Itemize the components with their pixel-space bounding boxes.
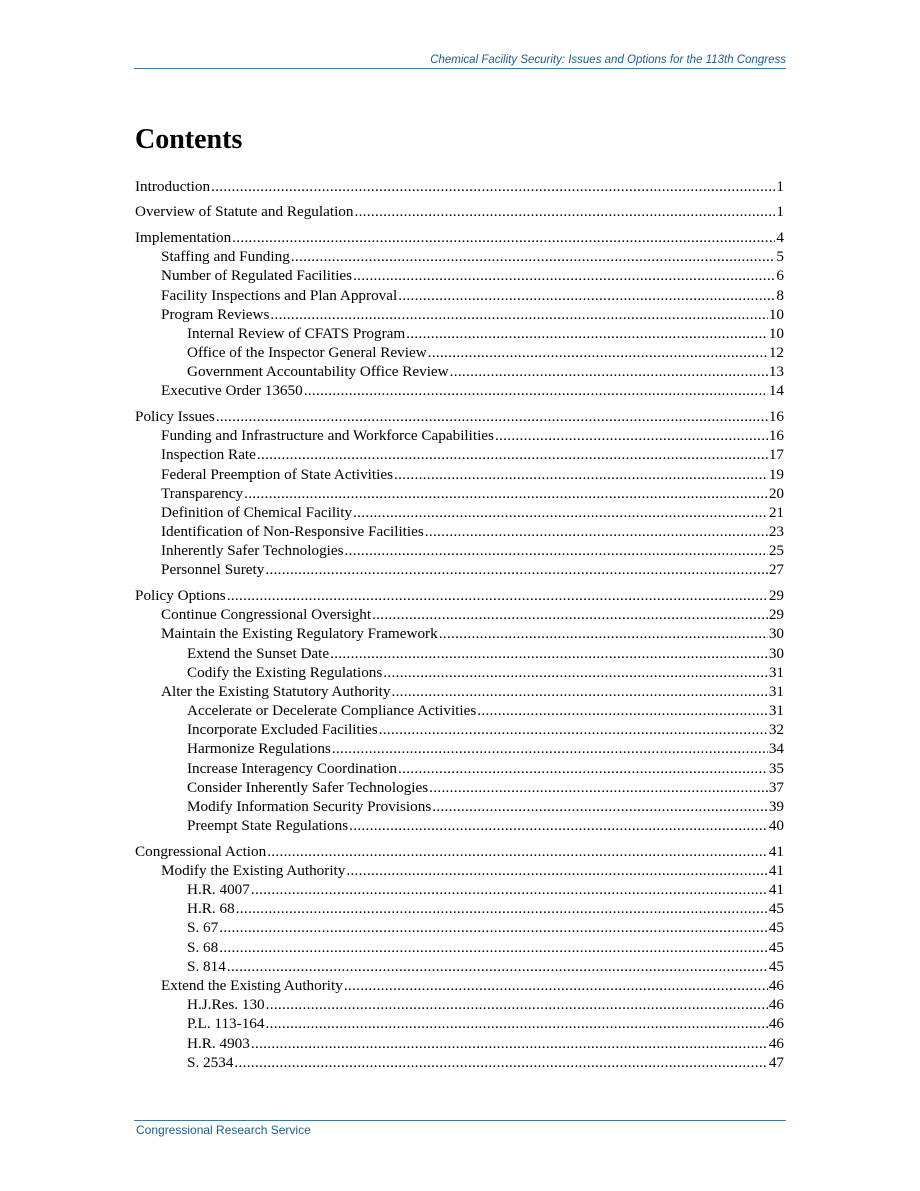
toc-entry[interactable] — [135, 644, 784, 663]
contents-heading: Contents — [135, 124, 243, 155]
toc-entry-title: H.R. 4007 — [187, 881, 250, 899]
toc-entry-title: S. 2534 — [187, 1053, 234, 1071]
toc-dot-leader — [372, 605, 768, 624]
table-of-contents — [135, 177, 784, 1072]
toc-entry-page: 29 — [768, 606, 784, 624]
toc-entry-page: 25 — [768, 542, 784, 560]
toc-entry-page: 45 — [768, 919, 784, 937]
toc-entry[interactable] — [135, 407, 784, 426]
toc-entry-title: Increase Interagency Coordination — [187, 759, 397, 777]
toc-entry[interactable] — [135, 663, 784, 682]
toc-entry-title: H.J.Res. 130 — [187, 996, 265, 1014]
toc-entry-page: 12 — [768, 344, 784, 362]
toc-dot-leader — [345, 541, 768, 560]
toc-dot-leader — [495, 426, 768, 445]
toc-dot-leader — [353, 503, 768, 522]
toc-entry-title: Continue Congressional Oversight — [161, 606, 372, 624]
toc-entry-title: Maintain the Existing Regulatory Framework — [161, 625, 438, 643]
toc-entry-title: H.R. 68 — [187, 900, 235, 918]
toc-entry-title: Inspection Rate — [161, 446, 256, 464]
toc-entry-title: Personnel Surety — [161, 561, 265, 579]
toc-entry-title: Policy Issues — [135, 407, 215, 425]
toc-entry[interactable] — [135, 286, 784, 305]
toc-entry[interactable] — [135, 426, 784, 445]
toc-dot-leader — [425, 522, 768, 541]
toc-entry-page: 46 — [768, 1015, 784, 1033]
toc-entry-title: Internal Review of CFATS Program — [187, 324, 406, 342]
toc-entry-page: 13 — [768, 363, 784, 381]
toc-dot-leader — [398, 759, 768, 778]
toc-entry[interactable] — [135, 682, 784, 701]
toc-entry[interactable] — [135, 605, 784, 624]
toc-entry-page: 30 — [768, 644, 784, 662]
toc-entry-title: Staffing and Funding — [161, 248, 290, 266]
toc-dot-leader — [227, 586, 768, 605]
toc-entry[interactable] — [135, 957, 784, 976]
toc-entry-page: 39 — [768, 798, 784, 815]
toc-dot-leader — [304, 381, 768, 400]
toc-entry-page: 45 — [768, 957, 784, 975]
toc-entry-title: Inherently Safer Technologies — [161, 542, 344, 560]
toc-entry-page: 16 — [768, 407, 784, 425]
toc-dot-leader — [344, 976, 768, 995]
toc-entry[interactable] — [135, 381, 784, 400]
toc-entry[interactable] — [135, 465, 784, 484]
toc-entry[interactable] — [135, 202, 784, 221]
toc-dot-leader — [332, 739, 768, 758]
toc-dot-leader — [330, 644, 768, 663]
toc-dot-leader — [450, 362, 768, 381]
toc-entry-title: Program Reviews — [161, 305, 270, 323]
toc-entry[interactable] — [135, 797, 784, 816]
toc-entry-page: 37 — [768, 778, 784, 796]
toc-dot-leader — [267, 842, 768, 861]
toc-entry-page: 32 — [768, 721, 784, 739]
toc-entry-title: Facility Inspections and Plan Approval — [161, 286, 398, 304]
toc-entry-title: Modify Information Security Provisions — [187, 798, 432, 815]
toc-entry[interactable] — [135, 995, 784, 1014]
toc-entry-page: 29 — [768, 586, 784, 604]
toc-entry-page: 40 — [768, 817, 784, 835]
toc-entry-title: Policy Options — [135, 586, 226, 604]
toc-entry-title: Extend the Sunset Date — [187, 644, 330, 662]
toc-entry-title: P.L. 113-164 — [187, 1015, 265, 1033]
toc-entry-page: 46 — [768, 996, 784, 1014]
toc-entry-title: Implementation — [135, 228, 232, 246]
toc-entry-title: Office of the Inspector General Review — [187, 344, 427, 362]
toc-dot-leader — [257, 445, 768, 464]
toc-entry[interactable] — [135, 624, 784, 643]
toc-entry-title: Definition of Chemical Facility — [161, 503, 353, 521]
toc-dot-leader — [219, 918, 768, 937]
toc-entry-page: 34 — [768, 740, 784, 758]
toc-dot-leader — [406, 324, 768, 343]
toc-entry-page: 19 — [768, 465, 784, 483]
toc-entry-title: S. 814 — [187, 957, 226, 975]
toc-entry-page: 4 — [776, 228, 784, 246]
toc-entry[interactable] — [135, 816, 784, 835]
toc-entry-title: Government Accountability Office Review — [187, 363, 449, 381]
toc-entry-page: 6 — [776, 267, 784, 285]
toc-entry[interactable] — [135, 266, 784, 285]
toc-entry-title: Modify the Existing Authority — [161, 861, 346, 879]
toc-entry-title: Consider Inherently Safer Technologies — [187, 778, 429, 796]
toc-entry[interactable] — [135, 918, 784, 937]
toc-entry-page: 46 — [768, 976, 784, 994]
toc-entry-page: 46 — [768, 1034, 784, 1052]
toc-entry[interactable] — [135, 445, 784, 464]
toc-entry-page: 8 — [776, 286, 784, 304]
toc-entry-page: 23 — [768, 523, 784, 541]
toc-entry[interactable] — [135, 1053, 784, 1072]
toc-dot-leader — [211, 177, 775, 196]
toc-entry[interactable] — [135, 522, 784, 541]
toc-entry-title: Incorporate Excluded Facilities — [187, 721, 378, 739]
toc-dot-leader — [391, 682, 767, 701]
toc-entry-page: 30 — [768, 625, 784, 643]
toc-entry-title: Federal Preemption of State Activities — [161, 465, 393, 483]
toc-dot-leader — [429, 778, 768, 797]
header-rule — [134, 68, 786, 69]
toc-entry-page: 41 — [768, 881, 784, 899]
toc-entry-title: Number of Regulated Facilities — [161, 267, 353, 285]
toc-entry-page: 35 — [768, 759, 784, 777]
toc-entry[interactable] — [135, 880, 784, 899]
toc-entry-page: 41 — [768, 842, 784, 860]
toc-entry-page: 41 — [768, 861, 784, 879]
running-header-title: Chemical Facility Security: Issues and Options for the 113th Congress — [430, 54, 786, 66]
toc-entry[interactable] — [135, 759, 784, 778]
toc-dot-leader — [428, 343, 768, 362]
toc-dot-leader — [266, 995, 768, 1014]
toc-entry-title: Harmonize Regulations — [187, 740, 331, 758]
toc-entry-title: Executive Order 13650 — [161, 382, 303, 400]
toc-entry-title: Identification of Non-Responsive Facilities — [161, 523, 424, 541]
toc-dot-leader — [251, 880, 768, 899]
toc-dot-leader — [432, 797, 768, 816]
toc-dot-leader — [349, 816, 768, 835]
toc-entry[interactable] — [135, 1034, 784, 1053]
toc-entry[interactable] — [135, 938, 784, 957]
toc-entry[interactable] — [135, 899, 784, 918]
toc-entry[interactable] — [135, 247, 784, 266]
toc-dot-leader — [383, 663, 767, 682]
footer-publisher: Congressional Research Service — [136, 1123, 311, 1137]
toc-entry-title: Codify the Existing Regulations — [187, 663, 383, 681]
toc-entry[interactable] — [135, 976, 784, 995]
toc-entry[interactable] — [135, 177, 784, 196]
toc-dot-leader — [244, 484, 768, 503]
toc-entry-title: Accelerate or Decelerate Compliance Activities — [187, 702, 477, 720]
toc-entry-page: 27 — [768, 561, 784, 579]
toc-entry-page: 14 — [768, 382, 784, 400]
toc-entry-title: Funding and Infrastructure and Workforce Capabilities — [161, 427, 494, 445]
toc-entry[interactable] — [135, 842, 784, 861]
toc-entry-page: 1 — [776, 178, 784, 195]
toc-entry[interactable] — [135, 586, 784, 605]
footer-rule — [134, 1120, 786, 1121]
toc-entry[interactable] — [135, 541, 784, 560]
toc-entry-title: H.R. 4903 — [187, 1034, 250, 1052]
toc-entry[interactable] — [135, 503, 784, 522]
toc-dot-leader — [266, 1014, 768, 1033]
toc-entry-page: 31 — [768, 702, 784, 720]
toc-entry-title: Congressional Action — [135, 842, 267, 860]
toc-dot-leader — [291, 247, 776, 266]
toc-entry-title: Alter the Existing Statutory Authority — [161, 682, 391, 700]
toc-dot-leader — [439, 624, 768, 643]
toc-entry[interactable] — [135, 305, 784, 324]
toc-entry[interactable] — [135, 701, 784, 720]
toc-dot-leader — [232, 228, 775, 247]
toc-dot-leader — [251, 1034, 768, 1053]
toc-entry-page: 10 — [768, 324, 784, 342]
toc-dot-leader — [236, 899, 768, 918]
toc-entry-page: 20 — [768, 484, 784, 502]
toc-entry[interactable] — [135, 560, 784, 579]
toc-dot-leader — [227, 957, 768, 976]
toc-dot-leader — [394, 465, 768, 484]
toc-entry-page: 5 — [776, 248, 784, 266]
toc-dot-leader — [477, 701, 768, 720]
toc-entry[interactable] — [135, 324, 784, 343]
toc-entry-page: 45 — [768, 938, 784, 956]
toc-dot-leader — [216, 407, 768, 426]
toc-dot-leader — [398, 286, 775, 305]
toc-entry-page: 1 — [776, 203, 784, 221]
toc-entry-title: Transparency — [161, 484, 244, 502]
toc-dot-leader — [379, 720, 768, 739]
toc-entry-page: 31 — [768, 682, 784, 700]
toc-dot-leader — [354, 202, 775, 221]
toc-entry[interactable] — [135, 720, 784, 739]
toc-entry[interactable] — [135, 484, 784, 503]
toc-dot-leader — [219, 938, 768, 957]
toc-dot-leader — [346, 861, 767, 880]
toc-dot-leader — [353, 266, 775, 285]
toc-entry[interactable] — [135, 362, 784, 381]
toc-entry-page: 47 — [768, 1053, 784, 1071]
toc-entry-title: Extend the Existing Authority — [161, 976, 343, 994]
toc-entry-title: Overview of Statute and Regulation — [135, 203, 354, 221]
toc-entry[interactable] — [135, 1014, 784, 1033]
toc-entry-page: 31 — [768, 663, 784, 681]
toc-dot-leader — [265, 560, 767, 579]
toc-entry-title: S. 67 — [187, 919, 219, 937]
toc-entry-page: 10 — [768, 305, 784, 323]
toc-entry[interactable] — [135, 739, 784, 758]
toc-entry[interactable] — [135, 861, 784, 880]
toc-entry-page: 21 — [768, 503, 784, 521]
toc-entry-title: S. 68 — [187, 938, 219, 956]
toc-entry-title: Preempt State Regulations — [187, 817, 349, 835]
toc-dot-leader — [270, 305, 767, 324]
toc-entry[interactable] — [135, 343, 784, 362]
toc-entry-page: 45 — [768, 900, 784, 918]
toc-entry-page: 16 — [768, 427, 784, 445]
toc-entry[interactable] — [135, 778, 784, 797]
toc-entry[interactable] — [135, 228, 784, 247]
toc-dot-leader — [234, 1053, 767, 1072]
toc-entry-page: 17 — [768, 446, 784, 464]
toc-entry-title: Introduction — [135, 178, 211, 195]
